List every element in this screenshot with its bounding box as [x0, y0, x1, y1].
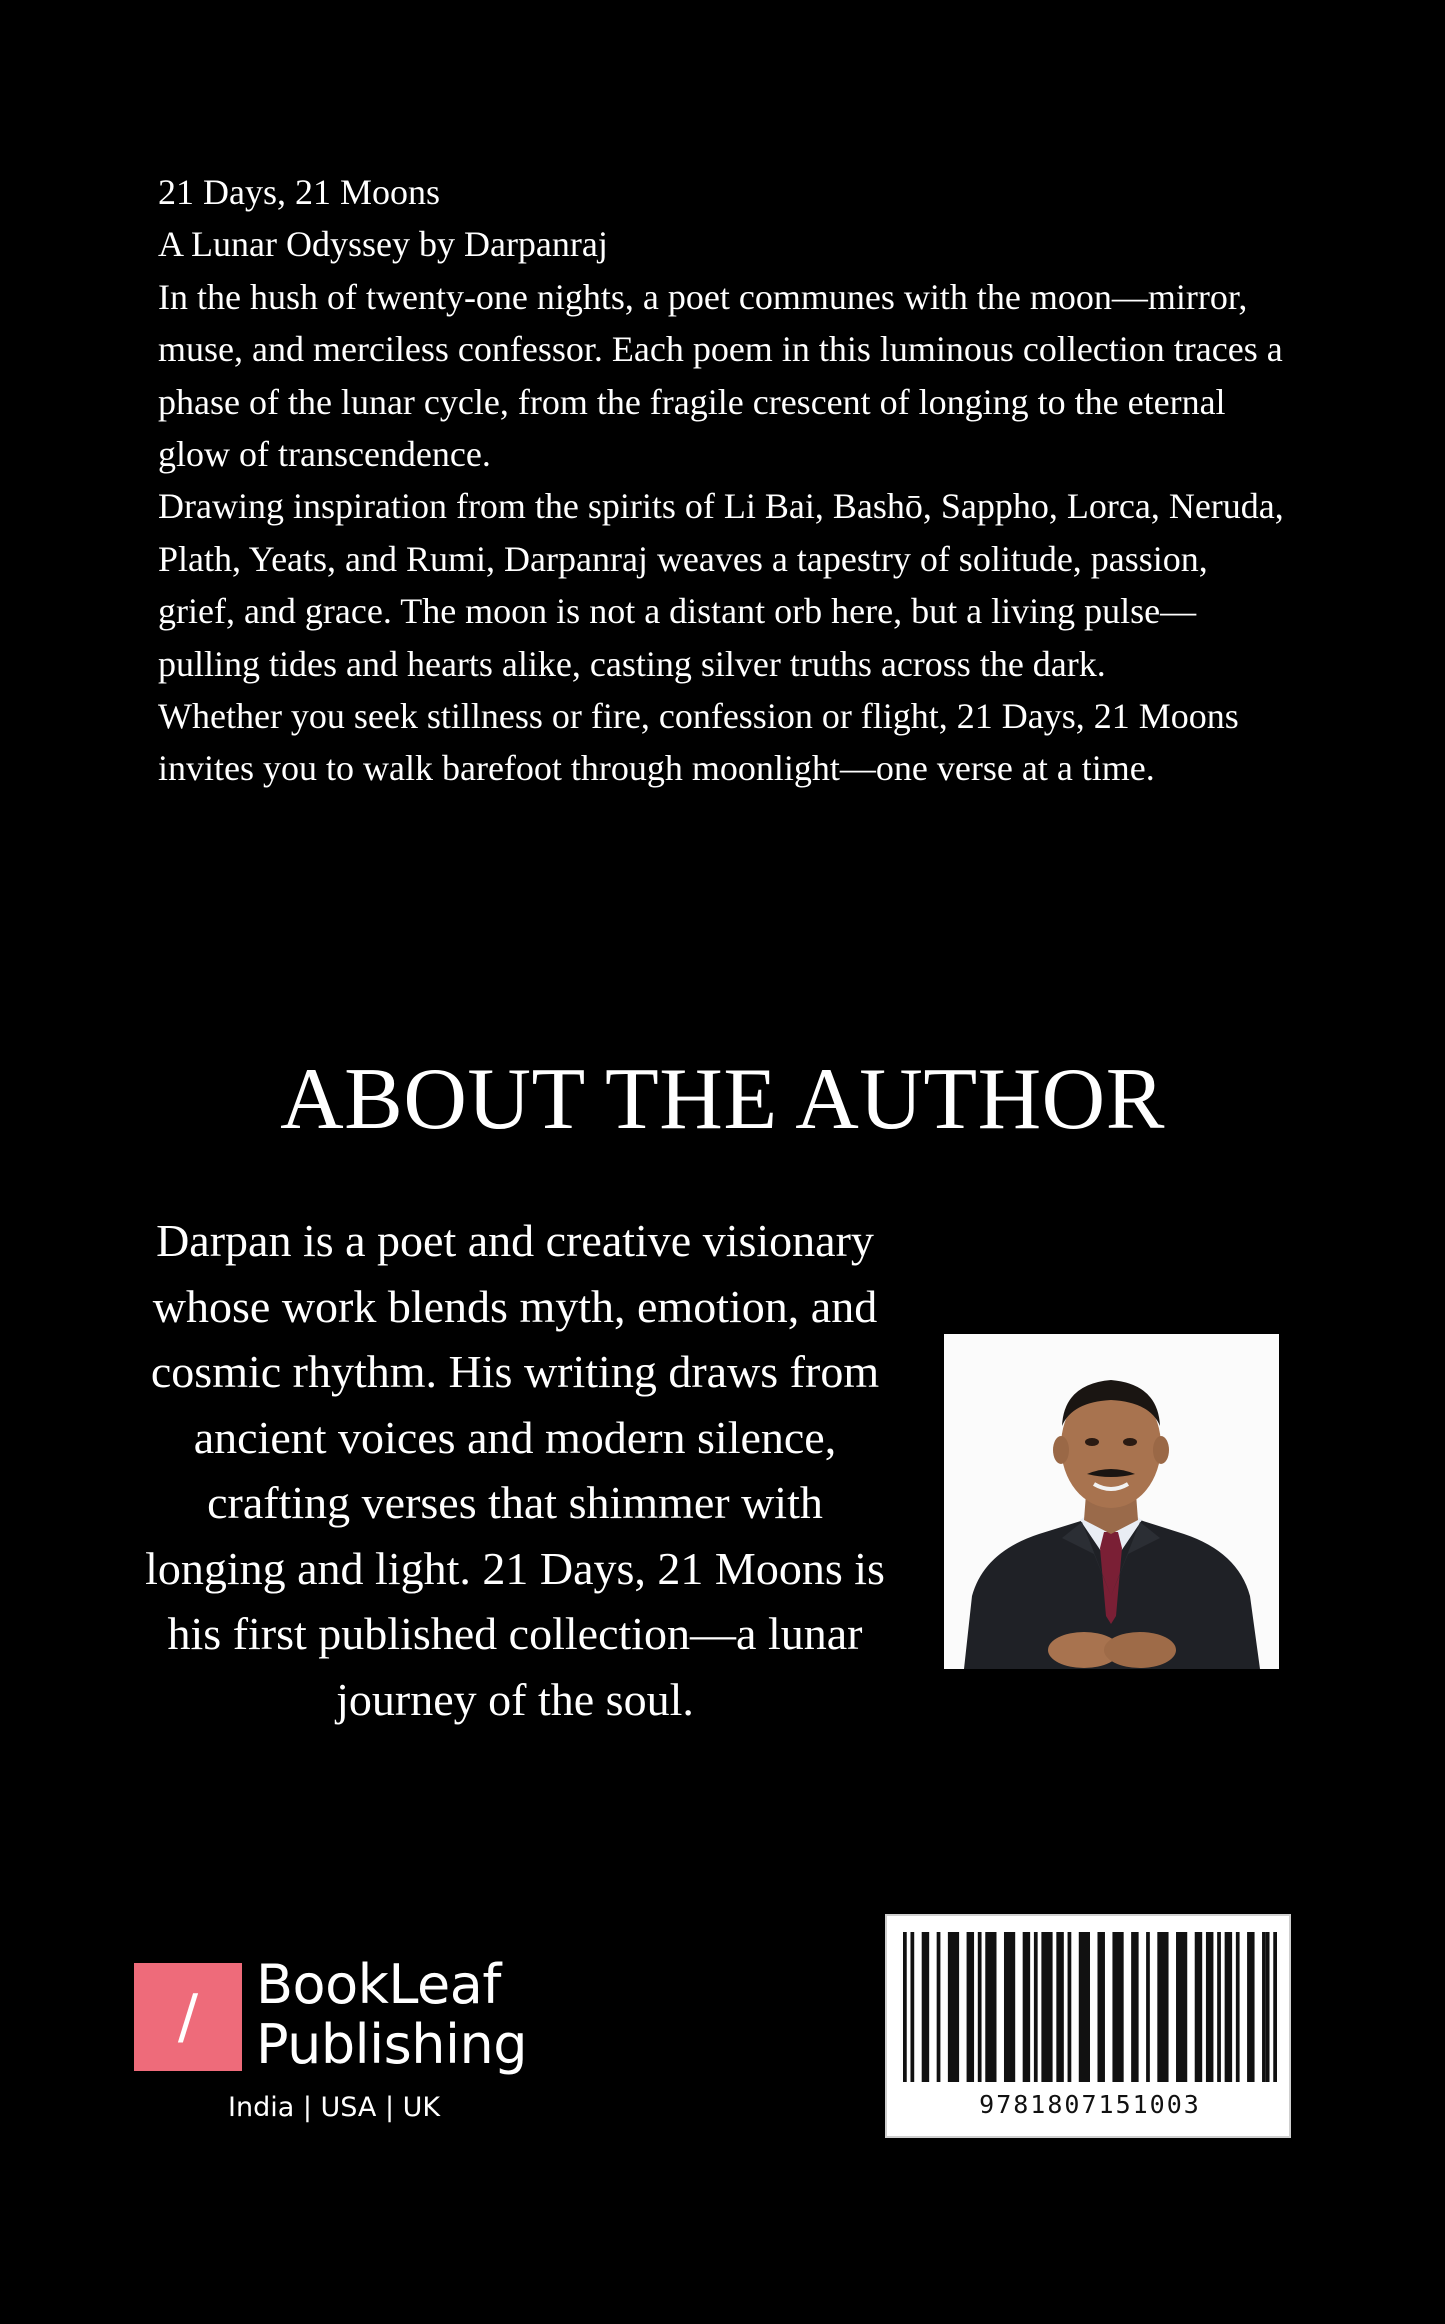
barcode-bar: [1236, 1932, 1240, 2082]
author-bio: Darpan is a poet and creative visionary whose work blends myth, emotion, and cosmic rhythm. His writing draws from ancient voices and modern silence, crafting verses that shimmer with longing and light. 21 Days, 21 Moons is his first published collection—a lunar journey of the soul.: [145, 1215, 885, 1725]
publisher-mark-glyph: /: [177, 1982, 199, 2052]
barcode-bar: [978, 1932, 982, 2082]
publisher-mark-icon: [134, 1963, 242, 2071]
barcode-bar: [910, 1932, 914, 2082]
isbn-barcode: [885, 1914, 1291, 2138]
publisher-name-line-2: Publishing: [256, 2013, 527, 2076]
blurb-paragraph-3: Whether you seek stillness or fire, confession or flight, 21 Days, 21 Moons invites you to walk barefoot through moonlight—one verse at a time.: [158, 696, 1239, 789]
barcode-bar: [1266, 1932, 1270, 2082]
barcode-bar: [1068, 1932, 1072, 2082]
barcode-bar: [1146, 1932, 1150, 2082]
book-subtitle: A Lunar Odyssey by Darpanraj: [158, 224, 608, 265]
barcode-bar: [1225, 1932, 1232, 2082]
barcode-bar: [1079, 1932, 1090, 2082]
barcode-bar: [985, 1932, 996, 2082]
barcode-bar: [1217, 1932, 1221, 2082]
barcode-bar: [1097, 1932, 1104, 2082]
barcode-bar: [1056, 1932, 1063, 2082]
barcode-bar: [1004, 1932, 1015, 2082]
isbn-number: 9781807151003: [979, 2090, 1201, 2119]
barcode-bar: [1206, 1932, 1213, 2082]
barcode-bar: [922, 1932, 929, 2082]
publisher-logo: [134, 1953, 554, 2143]
barcode-bar: [1195, 1932, 1202, 2082]
barcode-bar: [937, 1932, 941, 2082]
barcode-bar: [1112, 1932, 1123, 2082]
barcode-bar: [967, 1932, 974, 2082]
barcode-bar: [1131, 1932, 1138, 2082]
publisher-regions: India | USA | UK: [228, 2092, 441, 2123]
barcode-bars: [903, 1932, 1277, 2082]
barcode-bar: [1023, 1932, 1030, 2082]
publisher-name-line-1: BookLeaf: [256, 1953, 501, 2016]
barcode-bar: [1034, 1932, 1038, 2082]
barcode-bar: [1157, 1932, 1168, 2082]
barcode-bar: [1247, 1932, 1254, 2082]
barcode-bar: [903, 1932, 907, 2082]
book-blurb: [158, 166, 1288, 795]
blurb-paragraph-2: Drawing inspiration from the spirits of Li Bai, Bashō, Sappho, Lorca, Neruda, Plath, Yeats, and Rumi, Darpanraj weaves a tapestry of solitude, passion, grief, and grace. The moon is not a distant orb here, but a living pulse—pulling tides and hearts alike, casting silver truths across the dark.: [158, 486, 1284, 684]
about-author-heading: ABOUT THE AUTHOR: [280, 1051, 1165, 1148]
barcode-bar: [1262, 1932, 1266, 2082]
barcode-bar: [1041, 1932, 1052, 2082]
blurb-paragraph-1: In the hush of twenty-one nights, a poet communes with the moon—mirror, muse, and merciless confessor. Each poem in this luminous collection traces a phase of the lunar cycle, from the fragile crescent of longing to the eternal glow of transcendence.: [158, 276, 1283, 475]
barcode-bar: [948, 1932, 959, 2082]
author-photo: [944, 1334, 1279, 1669]
barcode-bar: [1273, 1932, 1277, 2082]
book-title: 21 Days, 21 Moons: [158, 172, 441, 212]
publisher-name: [256, 1955, 527, 2075]
barcode-bar: [1176, 1932, 1187, 2082]
